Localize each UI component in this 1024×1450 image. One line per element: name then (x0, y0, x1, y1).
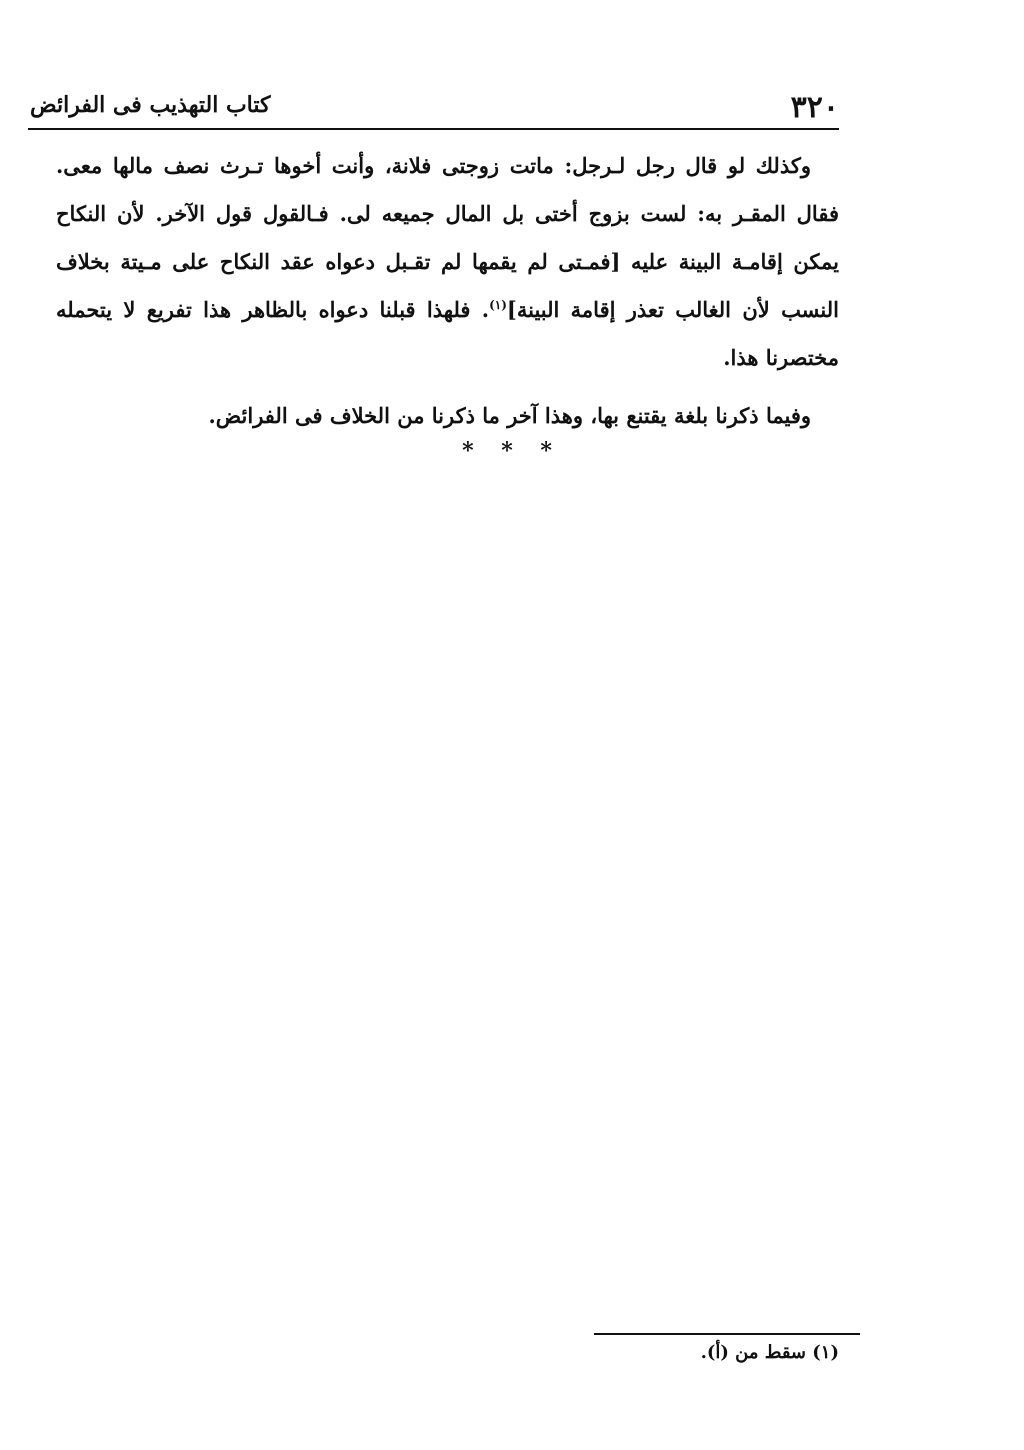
paragraph: وفيما ذكرنا بلغة يقتنع بها، وهذا آخر ما ذكرنا من الخلاف فى الفرائض. (208, 403, 811, 428)
page-header (30, 88, 839, 128)
paragraph (56, 142, 839, 382)
running-title: كتاب التهذيب فى الفرائض (30, 92, 271, 118)
section-separator: * * * (462, 438, 562, 464)
page-number: ٣٢٠ (790, 90, 839, 125)
footnote: (١) سقط من (أ). (700, 1342, 839, 1363)
main-text (56, 142, 839, 440)
header-rule (28, 128, 839, 130)
paragraph-text: وكذلك لو قال رجل لـرجل: ماتت زوجتى فلانة، وأنت أخوها تـرث نصف مالها معى. فقال المقـر به: لست بزوج أختى بل المال جميعه لى. فـالقول قول الآخر. لأن النكاح يمكن إقامـة البينة عليه [فمـتى لم يقمها لم تقـبل دعواه عقد النكاح على مـيتة بخلاف النسب لأن الغالب تعذر إقامة البينة] (56, 153, 839, 322)
paragraph-text-continued: . فلهذا قبلنا دعواه بالظاهر هذا تفريع لا يتحمله مختصرنا هذا. (56, 297, 839, 370)
footnote-rule (594, 1333, 860, 1335)
footnote-reference: (١) (489, 298, 507, 312)
